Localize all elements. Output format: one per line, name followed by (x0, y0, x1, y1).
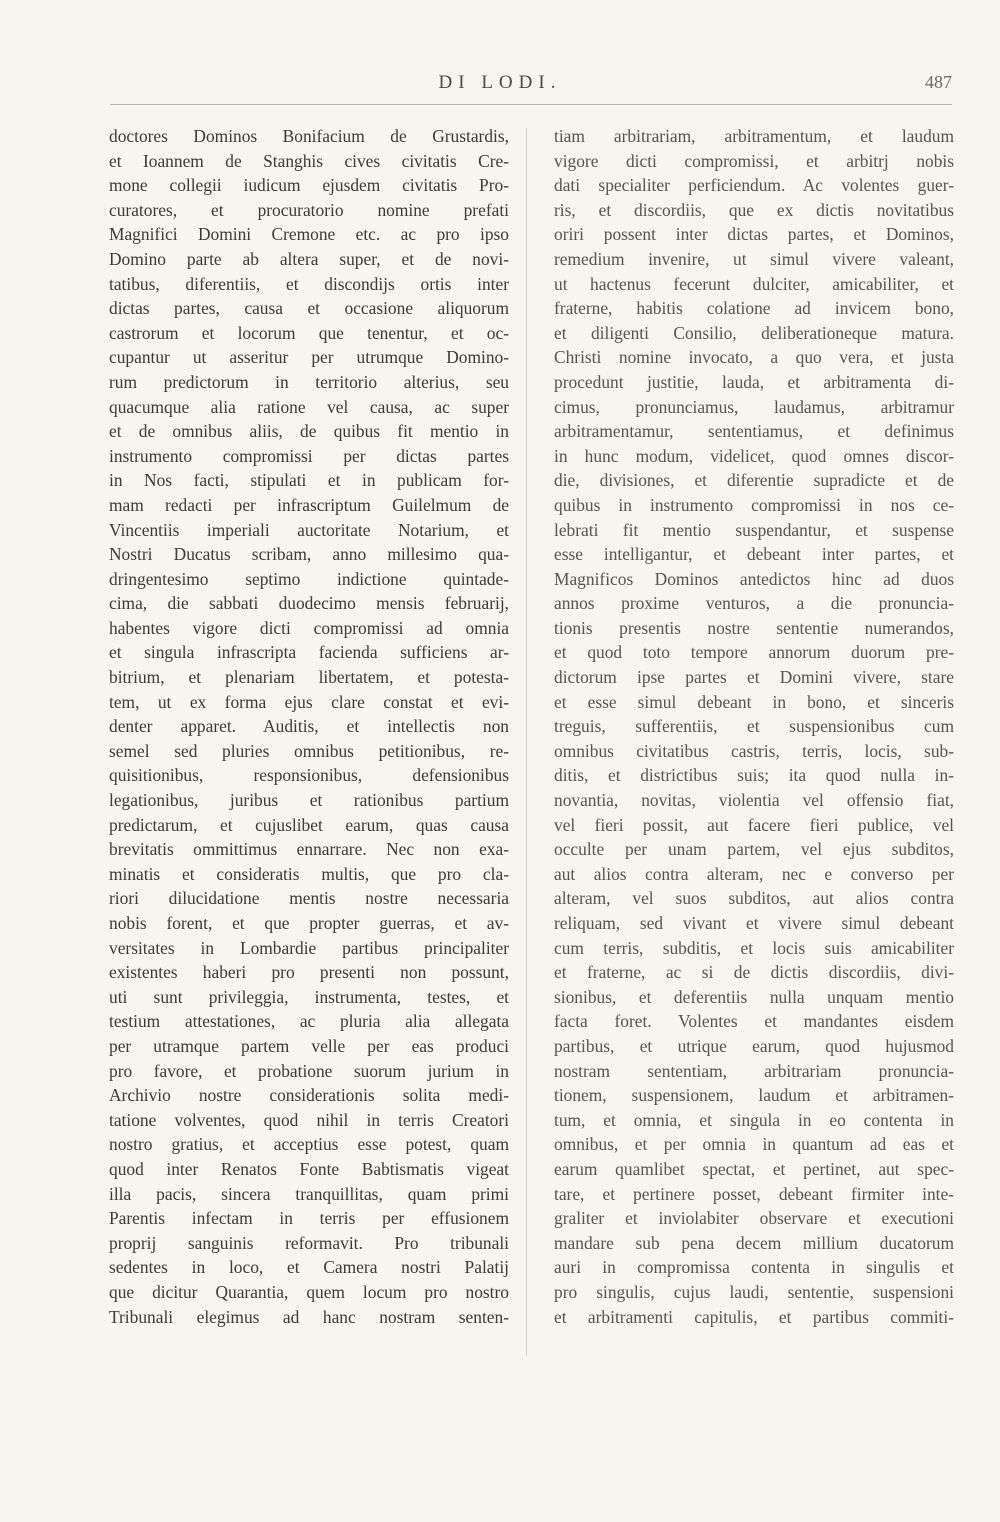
text-line: fraterne, habitis colatione ad invicem bono, (554, 298, 954, 319)
running-head-title: DI LODI. (438, 72, 562, 93)
text-line: dati specialiter perficiendum. Ac volentes guer- (554, 175, 954, 196)
text-line: rum predictorum in territorio alterius, seu (109, 371, 509, 392)
text-line: mandare sub pena decem millium ducatorum (554, 1232, 954, 1253)
text-line: proprij sanguinis reformavit. Pro tribunali (109, 1232, 509, 1253)
text-line: quacumque alia ratione vel causa, ac super (109, 396, 509, 417)
text-line: partibus, et utrique earum, quod hujusmod (554, 1035, 954, 1056)
right-text-column (554, 124, 954, 1329)
text-line: castrorum et locorum que tenentur, et oc- (109, 322, 509, 343)
text-line: brevitatis ommittimus ennarrare. Nec non exa- (109, 839, 509, 860)
text-line: omnibus, et per omnia in quantum ad eas et (554, 1134, 954, 1155)
text-line: et fraterne, ac si de dictis discordiis, divi- (554, 962, 954, 983)
text-line: sionibus, et deferentiis nulla unquam mentio (554, 986, 954, 1007)
text-line: facta foret. Volentes et mandantes eisdem (554, 1011, 954, 1032)
text-line: cupantur ut asseritur per utrumque Domino- (109, 347, 509, 368)
text-line: nobis forent, et que propter guerras, et av- (109, 913, 509, 933)
text-line: predictarum, et cujuslibet earum, quas causa (109, 814, 509, 835)
text-line: vigore dicti compromissi, et arbitrj nobis (554, 150, 954, 171)
text-line: mam redacti per infrascriptum Guilelmum de (109, 494, 509, 515)
text-line: testium attestationes, ac pluria alia allegata (109, 1011, 509, 1032)
text-line: die, divisiones, et diferentie supradicte et de (554, 470, 954, 491)
text-line: tatibus, diferentiis, et discondijs ortis inter (109, 273, 509, 294)
text-line: bitrium, et plenariam libertatem, et potesta- (109, 667, 509, 688)
text-line: graliter et inviolabiter observare et executioni (554, 1208, 954, 1229)
text-line: remedium invenire, ut simul vivere valeant, (554, 248, 954, 269)
page-number: 487 (925, 72, 952, 92)
text-line: pro singulis, cujus laudi, sententie, suspensioni (554, 1281, 954, 1302)
text-line: Christi nomine invocato, a quo vera, et justa (554, 347, 954, 368)
text-line: ut hactenus fecerunt dulciter, amicabiliter, et (554, 273, 954, 294)
text-line: Tribunali elegimus ad hanc nostram senten- (109, 1306, 509, 1327)
column-divider (526, 128, 527, 1356)
text-line: aut alios contra alteram, nec e converso per (554, 863, 954, 884)
text-line: tionis presentis nostre sententie numerandos, (554, 617, 954, 638)
text-line: alteram, vel suos subditos, aut alios contra (554, 888, 954, 909)
text-line: et arbitramenti capitulis, et partibus commiti- (554, 1306, 954, 1327)
text-line: et de omnibus aliis, de quibus fit mentio in (109, 421, 509, 442)
text-line: cima, die sabbati duodecimo mensis februarij, (109, 593, 509, 614)
left-text-column (109, 124, 509, 1329)
text-line: et esse simul debeant in bono, et sinceris (554, 691, 954, 712)
text-line: ris, et discordiis, que ex dictis novitatibus (554, 199, 954, 220)
text-line: sedentes in loco, et Camera nostri Palatij (109, 1257, 509, 1278)
text-line: Domino parte ab altera super, et de novi- (109, 248, 509, 269)
text-line: mone collegii iudicum ejusdem civitatis Pro- (109, 175, 509, 196)
text-line: doctores Dominos Bonifacium de Grustardis, (109, 126, 509, 146)
text-line: novantia, novitas, violentia vel offensio fiat, (554, 790, 954, 811)
text-line: earum quamlibet spectat, et pertinet, aut spec- (554, 1158, 954, 1179)
text-line: illa pacis, sincera tranquillitas, quam primi (109, 1183, 509, 1204)
text-line: tionem, suspensionem, laudum et arbitramen- (554, 1085, 954, 1106)
text-line: per utramque partem velle per eas produci (109, 1035, 509, 1056)
text-line: dictorum ipse partes et Domini vivere, stare (554, 667, 954, 688)
running-head (0, 72, 1000, 102)
text-line: Magnificos Dominos antedictos hinc ad duos (554, 568, 954, 589)
text-line: existentes haberi pro presenti non possunt, (109, 962, 509, 983)
text-line: reliquam, sed vivant et vivere simul debeant (554, 913, 954, 933)
text-line: et diligenti Consilio, deliberationeque matura. (554, 322, 954, 343)
header-rule (110, 104, 952, 105)
text-line: tem, ut ex forma ejus clare constat et evi- (109, 691, 509, 712)
text-line: quod inter Renatos Fonte Babtismatis vigeat (109, 1158, 509, 1179)
text-line: treguis, sufferentiis, et suspensionibus cum (554, 716, 954, 737)
text-line: esse intelligantur, et debeant inter partes, et (554, 544, 954, 565)
text-line: tum, et omnia, et singula in eo contenta in (554, 1109, 954, 1130)
text-line: annos proxime venturos, a die pronuncia- (554, 593, 954, 614)
text-line: riori dilucidatione mentis nostre necessaria (109, 888, 509, 909)
text-line: que dicitur Quarantia, quem locum pro nostro (109, 1281, 509, 1302)
text-line: dringentesimo septimo indictione quintade- (109, 568, 509, 589)
text-line: versitates in Lombardie partibus principaliter (109, 937, 509, 958)
text-line: denter apparet. Auditis, et intellectis non (109, 716, 509, 737)
text-line: Nostri Ducatus scribam, anno millesimo qua- (109, 544, 509, 565)
text-line: lebrati fit mentio suspendantur, et suspense (554, 519, 954, 540)
text-line: occulte per unam partem, vel ejus subditos, (554, 839, 954, 860)
text-line: nostram sententiam, arbitrariam pronuncia- (554, 1060, 954, 1081)
text-line: arbitramentamur, sententiamus, et definimus (554, 421, 954, 442)
text-line: pro favore, et probatione suorum jurium in (109, 1060, 509, 1081)
text-line: oriri possent inter dictas partes, et Dominos, (554, 224, 954, 245)
text-line: dictas partes, causa et occasione aliquorum (109, 298, 509, 319)
text-line: et singula infrascripta facienda sufficiens ar- (109, 642, 509, 663)
text-line: curatores, et procuratorio nomine prefati (109, 199, 509, 220)
text-line: in hunc modum, videlicet, quod omnes discor- (554, 445, 954, 466)
text-line: procedunt justitie, lauda, et arbitramenta di- (554, 371, 954, 392)
text-line: cimus, pronunciamus, laudamus, arbitramur (554, 396, 954, 417)
text-line: quibus in instrumento compromissi in nos ce- (554, 494, 954, 515)
text-line: in Nos facti, stipulati et in publicam for- (109, 470, 509, 491)
text-line: omnibus civitatibus castris, terris, locis, sub- (554, 740, 954, 761)
text-line: quisitionibus, responsionibus, defensionibus (109, 765, 509, 786)
text-line: tatione volventes, quod nihil in terris Creatori (109, 1109, 509, 1130)
text-line: tare, et pertinere posset, debeant firmiter inte- (554, 1183, 954, 1204)
text-line: Parentis infectam in terris per effusionem (109, 1208, 509, 1229)
text-line: tiam arbitrariam, arbitramentum, et laudum (554, 126, 954, 146)
text-line: habentes vigore dicti compromissi ad omnia (109, 617, 509, 638)
text-line: ditis, et districtibus suis; ita quod nulla in- (554, 765, 954, 786)
text-line: et quod toto tempore annorum duorum pre- (554, 642, 954, 663)
text-line: nostro gratius, et acceptius esse potest, quam (109, 1134, 509, 1155)
text-line: legationibus, juribus et rationibus partium (109, 790, 509, 811)
text-line: et Ioannem de Stanghis cives civitatis Cre- (109, 150, 509, 171)
text-line: semel sed pluries omnibus petitionibus, re- (109, 740, 509, 761)
text-line: cum terris, subditis, et locis suis amicabiliter (554, 937, 954, 958)
text-line: Archivio nostre considerationis solita medi- (109, 1085, 509, 1106)
text-line: Vincentiis imperiali auctoritate Notarium, et (109, 519, 509, 540)
text-line: uti sunt privileggia, instrumenta, testes, et (109, 986, 509, 1007)
text-line: minatis et consideratis multis, que pro cla- (109, 863, 509, 884)
text-line: vel fieri possit, aut facere fieri publice, vel (554, 814, 954, 835)
text-line: instrumento compromissi per dictas partes (109, 445, 509, 466)
text-line: Magnifici Domini Cremone etc. ac pro ipso (109, 224, 509, 245)
text-line: auri in compromissa contenta in singulis et (554, 1257, 954, 1278)
